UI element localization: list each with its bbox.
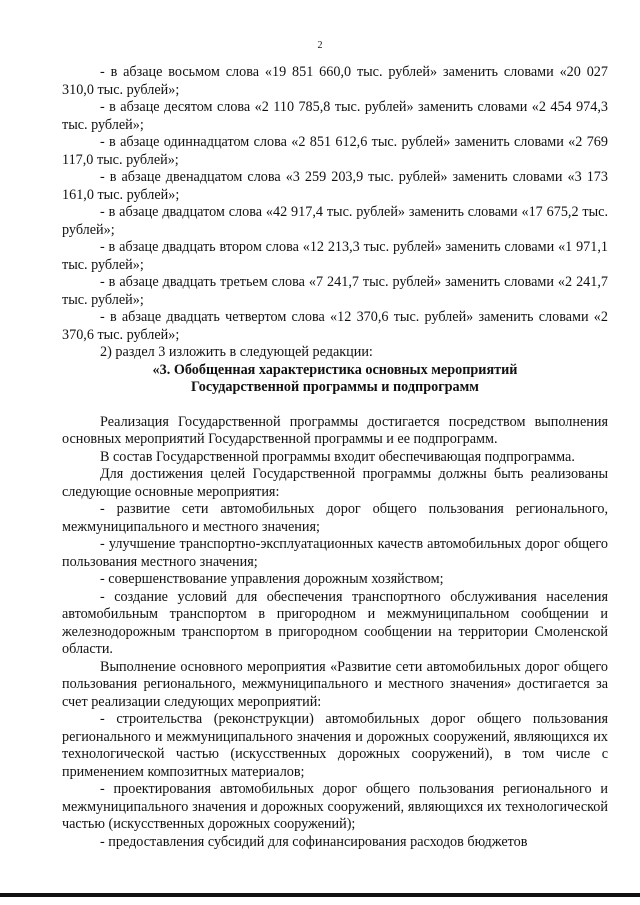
- list-item: - создание условий для обеспечения транспортного обслуживания населения автомобильным транспортом в пригородном и межмуниципальном сообщении и железнодорожным транспортом в пригородном сообщении на территории Смоленской области.: [62, 588, 608, 657]
- body-paragraph: Выполнение основного мероприятия «Развитие сети автомобильных дорог общего пользования регионального, межмуниципального и местного значения» достигается за счет реализации следующих мероприятий:: [62, 658, 608, 710]
- list-item: - проектирования автомобильных дорог общего пользования регионального и межмуниципального значения и дорожных сооружений, являющихся их технологической частью (искусственных дорожных сооружений);: [62, 781, 608, 832]
- body-paragraph: Для достижения целей Государственной программы должны быть реализованы следующие основные мероприятия:: [62, 466, 608, 500]
- amendment-paragraph: - в абзаце двадцать четвертом слова «12 370,6 тыс. рублей» заменить словами «2 370,6 тыс. рублей»;: [62, 309, 608, 343]
- body-paragraph: В состав Государственной программы входит обеспечивающая подпрограмма.: [100, 448, 575, 465]
- amendment-paragraph: - в абзаце двадцатом слова «42 917,4 тыс. рублей» заменить словами «17 675,2 тыс. рублей»;: [62, 204, 608, 238]
- list-item: - улучшение транспортно-эксплуатационных качеств автомобильных дорог общего пользования местного значения;: [62, 536, 608, 570]
- amendment-paragraph: - в абзаце десятом слова «2 110 785,8 тыс. рублей» заменить словами «2 454 974,3 тыс. рублей»;: [62, 99, 608, 133]
- body-paragraph: Реализация Государственной программы достигается посредством выполнения основных мероприятий Государственной программы и ее подпрограмм.: [62, 413, 608, 447]
- amendment-paragraph: - в абзаце восьмом слова «19 851 660,0 тыс. рублей» заменить словами «20 027 310,0 тыс. рублей»;: [62, 64, 608, 98]
- list-item: - строительства (реконструкции) автомобильных дорог общего пользования регионального и межмуниципального значения и дорожных сооружений, являющихся их технологической частью (искусственных дорожных сооружений), в том числе с применением композитных материалов;: [62, 711, 608, 780]
- amendment-paragraph: - в абзаце двадцать третьем слова «7 241,7 тыс. рублей» заменить словами «2 241,7 тыс. рублей»;: [62, 274, 608, 308]
- page-number: 2: [317, 40, 323, 51]
- document-body: [62, 64, 608, 851]
- scan-bottom-edge: [0, 893, 640, 897]
- section-instruction: 2) раздел 3 изложить в следующей редакции:: [100, 344, 373, 360]
- list-item: - развитие сети автомобильных дорог общего пользования регионального, межмуниципального и местного значения;: [62, 501, 608, 535]
- section-heading-line-1: «3. Обобщенная характеристика основных мероприятий: [152, 361, 518, 378]
- section-heading-line-2: Государственной программы и подпрограмм: [191, 379, 479, 395]
- amendment-paragraph: - в абзаце двенадцатом слова «3 259 203,9 тыс. рублей» заменить словами «3 173 161,0 тыс. рублей»;: [62, 169, 608, 203]
- amendment-paragraph: - в абзаце одиннадцатом слова «2 851 612,6 тыс. рублей» заменить словами «2 769 117,0 тыс. рублей»;: [62, 134, 608, 168]
- list-item: - совершенствование управления дорожным хозяйством;: [100, 571, 444, 587]
- heading-spacer: [62, 397, 608, 414]
- amendment-paragraph: - в абзаце двадцать втором слова «12 213,3 тыс. рублей» заменить словами «1 971,1 тыс. рублей»;: [62, 239, 608, 273]
- list-item: - предоставления субсидий для софинансирования расходов бюджетов: [100, 833, 528, 850]
